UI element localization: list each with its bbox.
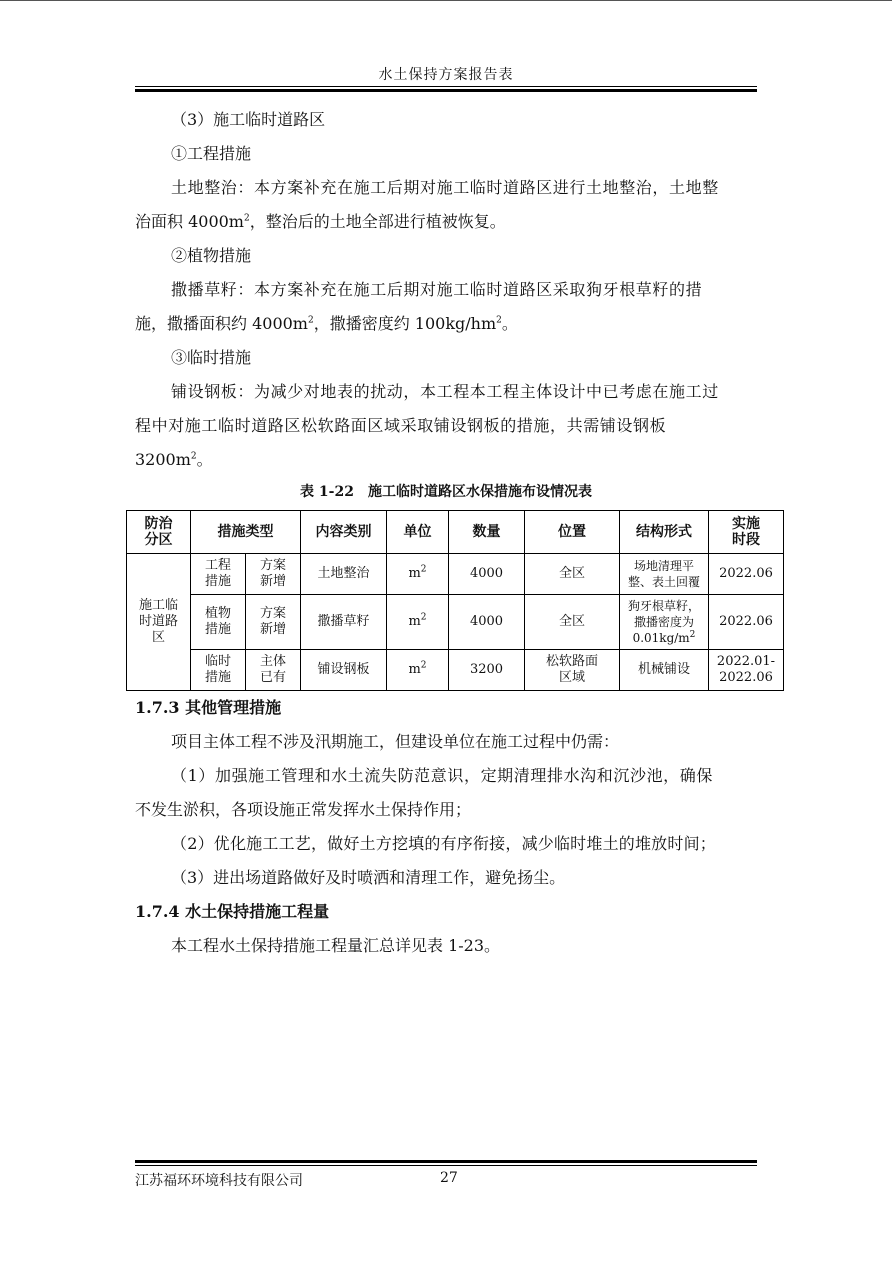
cell-type: 植物 措施 — [191, 595, 246, 650]
cell-source: 方案 新增 — [246, 595, 301, 650]
page-body — [135, 103, 776, 963]
header-quantity: 数量 — [449, 511, 525, 554]
vegetation-text-line-1: 撒播草籽：本方案补充在施工后期对施工临时道路区采取狗牙根草籽的措 — [171, 280, 703, 299]
engineering-text-line-1: 土地整治：本方案补充在施工后期对施工临时道路区进行土地整治，土地整 — [171, 178, 719, 197]
table-header-row — [127, 511, 784, 554]
section-1-7-4-title: 1.7.4 水土保持措施工程量 — [135, 902, 330, 921]
temporary-text-line-2: 程中对施工临时道路区松软路面区域采取铺设钢板的措施，共需铺设钢板 — [135, 416, 667, 435]
cell-quantity: 3200 — [449, 650, 525, 691]
table-row — [127, 595, 784, 650]
measures-table — [126, 510, 784, 691]
section-1-7-3-title: 1.7.3 其他管理措施 — [135, 698, 282, 717]
cell-quantity: 4000 — [449, 595, 525, 650]
cell-source: 方案 新增 — [246, 554, 301, 595]
temporary-measures-heading: ③临时措施 — [171, 348, 252, 367]
cell-content: 撒播草籽 — [301, 595, 387, 650]
cell-area: 施工临 时道路 区 — [127, 554, 191, 691]
cell-location: 全区 — [525, 595, 620, 650]
s174-paragraph-1: 本工程水土保持措施工程量汇总详见表 1-23。 — [171, 936, 501, 955]
top-border-line — [0, 0, 892, 1]
header-period: 实施 时段 — [709, 511, 784, 554]
cell-structure: 机械铺设 — [620, 650, 709, 691]
header-structure: 结构形式 — [620, 511, 709, 554]
cell-structure: 狗牙根草籽， 撒播密度为 $0.01kg/m^2$ — [620, 595, 709, 650]
s173-paragraph-4: （3）进出场道路做好及时喷洒和清理工作，避免扬尘。 — [171, 868, 566, 887]
cell-location: 全区 — [525, 554, 620, 595]
temporary-text-line-3: $3200m^2$。 — [135, 450, 213, 469]
table-row — [127, 554, 784, 595]
header-location: 位置 — [525, 511, 620, 554]
page-number: 27 — [440, 1170, 458, 1186]
footer-rule-thick — [135, 1160, 757, 1163]
header-unit: 单位 — [387, 511, 449, 554]
header-content: 内容类别 — [301, 511, 387, 554]
cell-unit: $m^2$ — [387, 554, 449, 595]
cell-period: 2022.01- 2022.06 — [709, 650, 784, 691]
footer-company-name: 江苏福环环境科技有限公司 — [135, 1173, 303, 1189]
subsection-heading: （3）施工临时道路区 — [171, 110, 326, 129]
header-rule-thin — [135, 86, 757, 87]
header-measure-type: 措施类型 — [191, 511, 301, 554]
cell-structure: 场地清理平 整、表土回覆 — [620, 554, 709, 595]
engineering-text-line-2: 治面积 $4000m^2$，整治后的土地全部进行植被恢复。 — [135, 212, 506, 231]
s173-paragraph-2-line-2: 不发生淤积，各项设施正常发挥水土保持作用； — [135, 800, 472, 819]
cell-unit: $m^2$ — [387, 650, 449, 691]
cell-content: 土地整治 — [301, 554, 387, 595]
cell-type: 临时 措施 — [191, 650, 246, 691]
page-header-title: 水土保持方案报告表 — [378, 67, 514, 83]
vegetation-measures-heading: ②植物措施 — [171, 246, 252, 265]
cell-location: 松软路面 区域 — [525, 650, 620, 691]
temporary-text-line-1: 铺设钢板：为减少对地表的扰动，本工程本工程主体设计中已考虑在施工过 — [171, 382, 719, 401]
cell-period: 2022.06 — [709, 554, 784, 595]
s173-paragraph-2-line-1: （1）加强施工管理和水土流失防范意识，定期清理排水沟和沉沙池，确保 — [171, 766, 713, 785]
engineering-measures-heading: ①工程措施 — [171, 144, 252, 163]
s173-paragraph-1: 项目主体工程不涉及汛期施工，但建设单位在施工过程中仍需： — [171, 732, 620, 751]
cell-content: 铺设钢板 — [301, 650, 387, 691]
cell-period: 2022.06 — [709, 595, 784, 650]
s173-paragraph-3: （2）优化施工工艺，做好土方挖填的有序衔接，减少临时堆土的堆放时间； — [171, 834, 716, 853]
header-rule-thick — [135, 89, 757, 92]
cell-unit: $m^2$ — [387, 595, 449, 650]
table-caption: 表 1-22 施工临时道路区水保措施布设情况表 — [300, 484, 592, 500]
cell-type: 工程 措施 — [191, 554, 246, 595]
header-area: 防治 分区 — [127, 511, 191, 554]
cell-quantity: 4000 — [449, 554, 525, 595]
footer-rule-thin — [135, 1165, 757, 1166]
vegetation-text-line-2: 施，撒播面积约 $4000m^2$，撒播密度约 $100kg/hm^2$。 — [135, 314, 518, 333]
table-row — [127, 650, 784, 691]
cell-source: 主体 已有 — [246, 650, 301, 691]
